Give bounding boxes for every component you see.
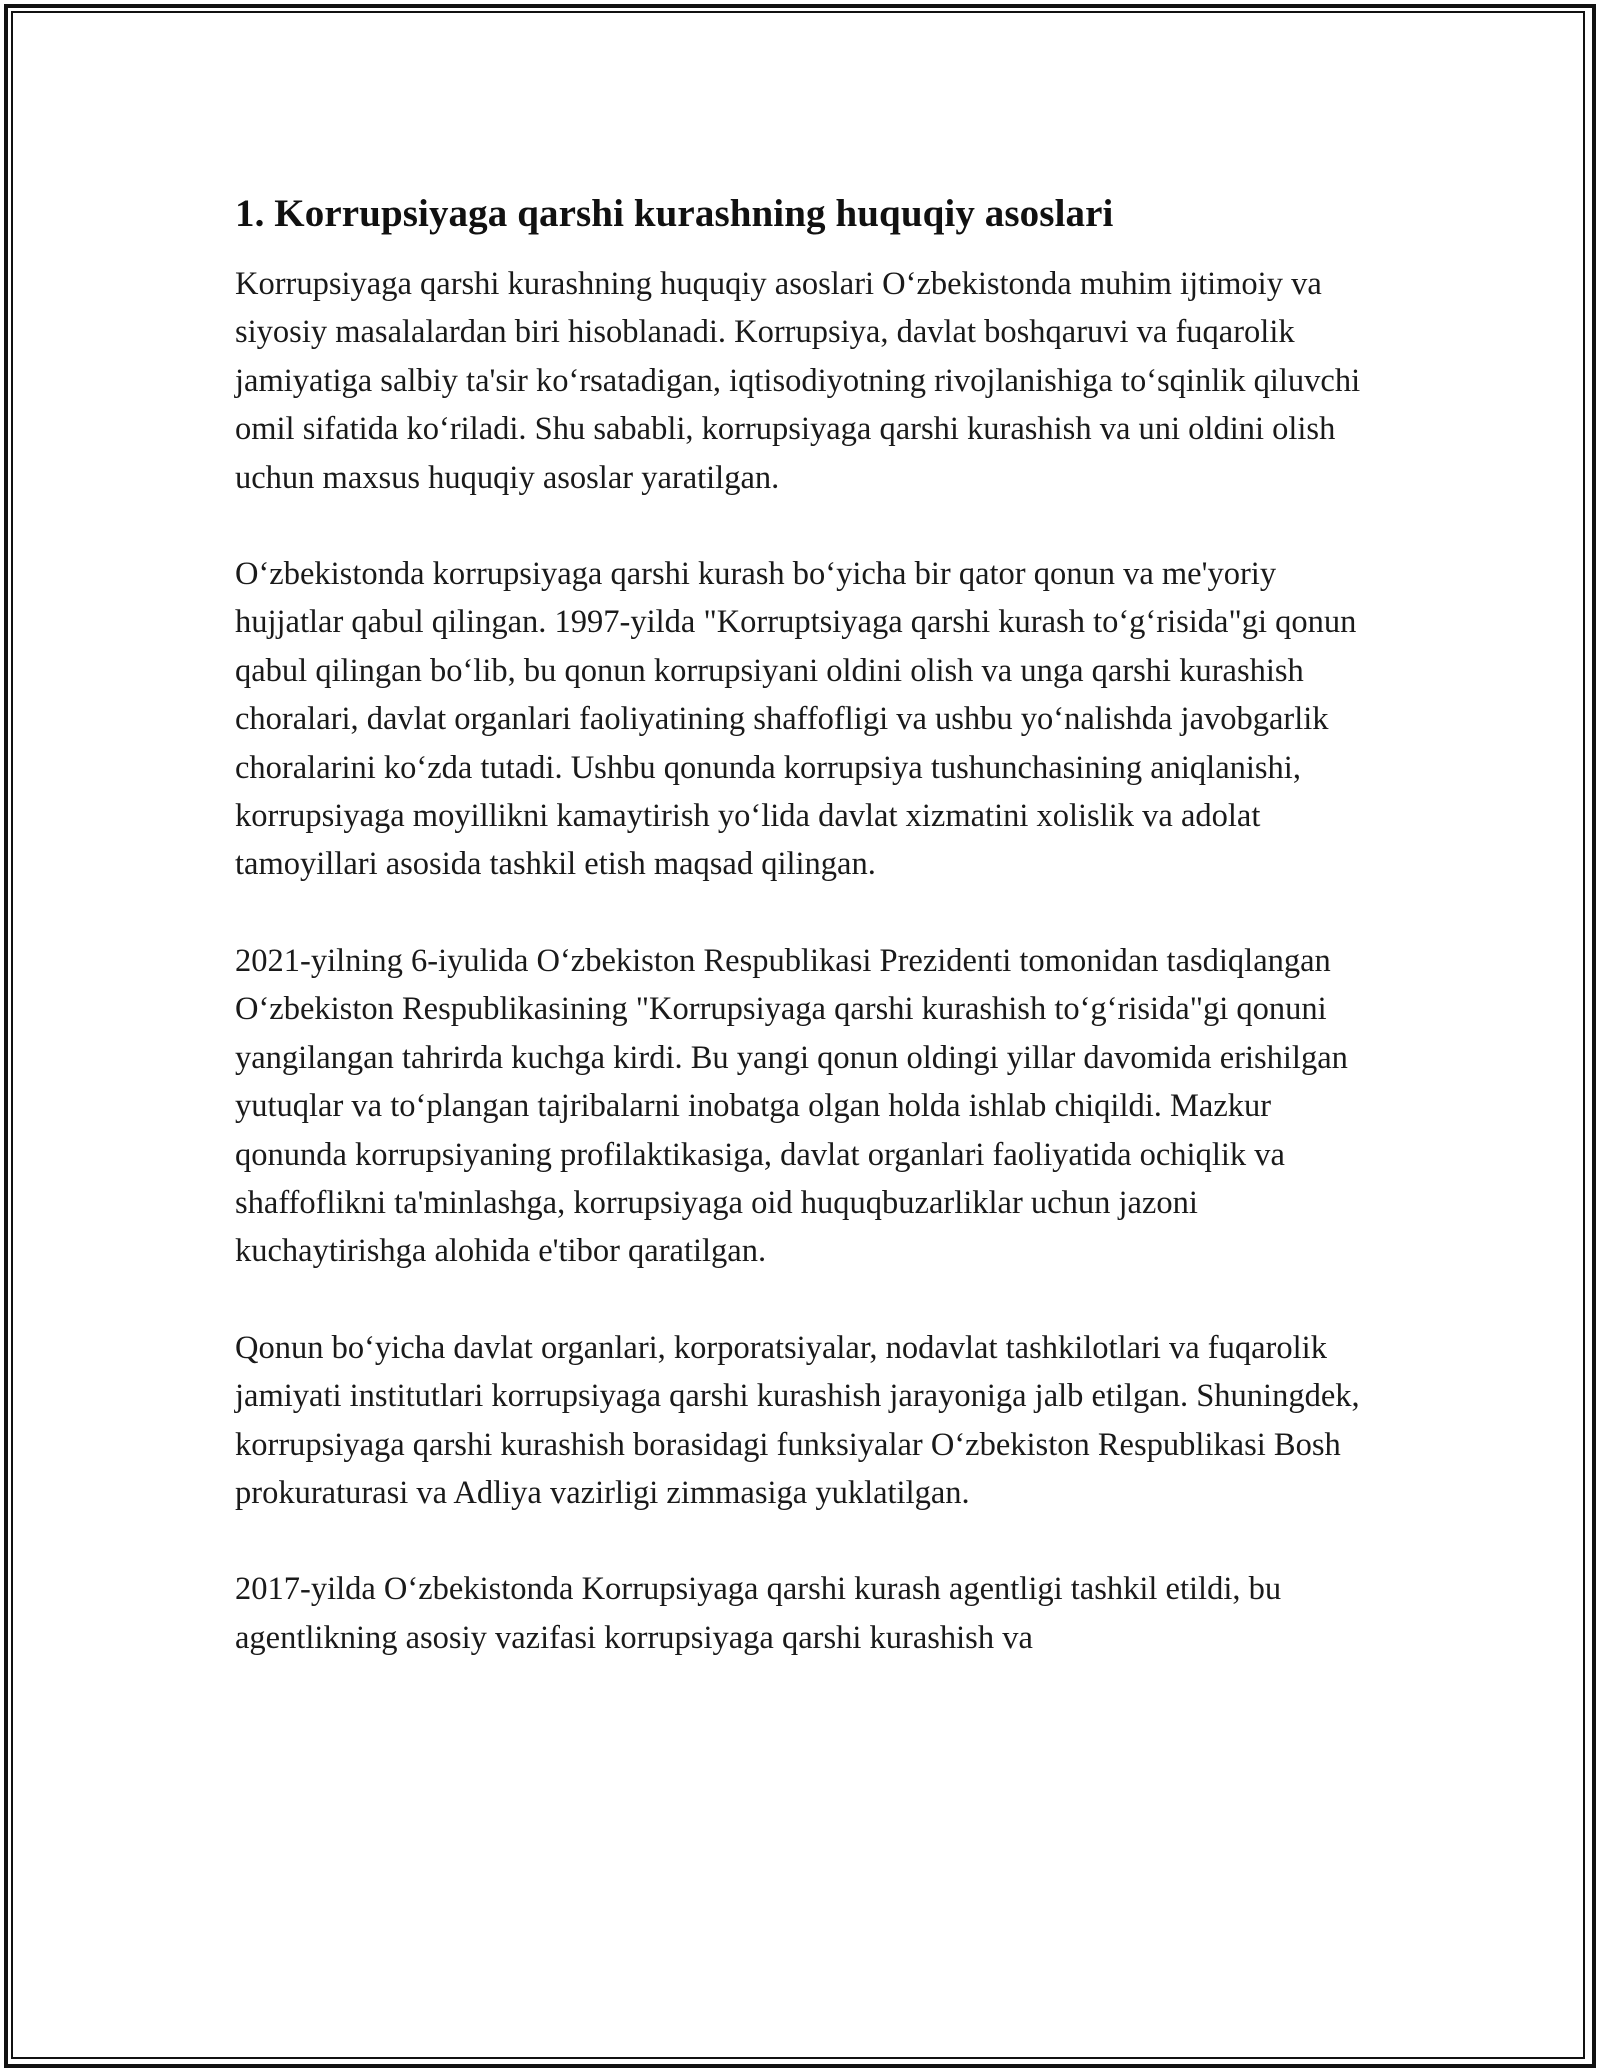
paragraph-agency-2017: 2017-yilda O‘zbekistonda Korrupsiyaga qarshi kurash agentligi tashkil etildi, bu agentlikning asosiy vazifasi korrupsiyaga qarshi kurashish va [235,1571,1282,1656]
section-heading: 1. Korrupsiyaga qarshi kurashning huquqiy asoslari [235,192,1114,235]
document-body [235,188,1365,1710]
paragraph-law-2021: 2021-yilning 6-iyulida O‘zbekiston Respublikasi Prezidenti tomonidan tasdiqlangan O‘zbekiston Respublikasining "Korrupsiyaga qarshi kurashish to‘g‘risida"gi qonuni yangilangan tahrirda kuchga kirdi. Bu yangi qonun oldingi yillar davomida erishilgan yutuqlar va to‘plangan tajribalarni inobatga olgan holda ishlab chiqildi. Mazkur qonunda korrupsiyaning profilaktikasiga, davlat organlari faoliyatida ochiqlik va shaffoflikni ta'minlashga, korrupsiyaga oid huquqbuzarliklar uchun jazoni kuchaytirishga alohida e'tibor qaratilgan. [235,942,1348,1270]
paragraph-law-1997: O‘zbekistonda korrupsiyaga qarshi kurash bo‘yicha bir qator qonun va me'yoriy hujjatlar qabul qilingan. 1997-yilda "Korruptsiyaga qarshi kurash to‘g‘risida"gi qonun qabul qilingan bo‘lib, bu qonun korrupsiyani oldini olish va unga qarshi kurashish choralari, davlat organlari faoliyatining shaffofligi va ushbu yo‘nalishda javobgarlik choralarini ko‘zda tutadi. Ushbu qonunda korrupsiya tushunchasining aniqlanishi, korrupsiyaga moyillikni kamaytirish yo‘lida davlat xizmatini xolislik va adolat tamoyillari asosida tashkil etish maqsad qilingan. [235,556,1357,883]
paragraph-intro: Korrupsiyaga qarshi kurashning huquqiy asoslari O‘zbekistonda muhim ijtimoiy va siyosiy masalalardan biri hisoblanadi. Korrupsiya, davlat boshqaruvi va fuqarolik jamiyatiga salbiy ta'sir ko‘rsatadigan, iqtisodiyotning rivojlanishiga to‘sqinlik qiluvchi omil sifatida ko‘riladi. Shu sababli, korrupsiyaga qarshi kurashish va uni oldini olish uchun maxsus huquqiy asoslar yaratilgan. [235,266,1361,496]
paragraph-responsible-bodies: Qonun bo‘yicha davlat organlari, korporatsiyalar, nodavlat tashkilotlari va fuqarolik jamiyati institutlari korrupsiyaga qarshi kurashish jarayoniga jalb etilgan. Shuningdek, korrupsiyaga qarshi kurashish borasidagi funksiyalar O‘zbekiston Respublikasi Bosh prokuraturasi va Adliya vazirligi zimmasiga yuklatilgan. [235,1329,1360,1511]
